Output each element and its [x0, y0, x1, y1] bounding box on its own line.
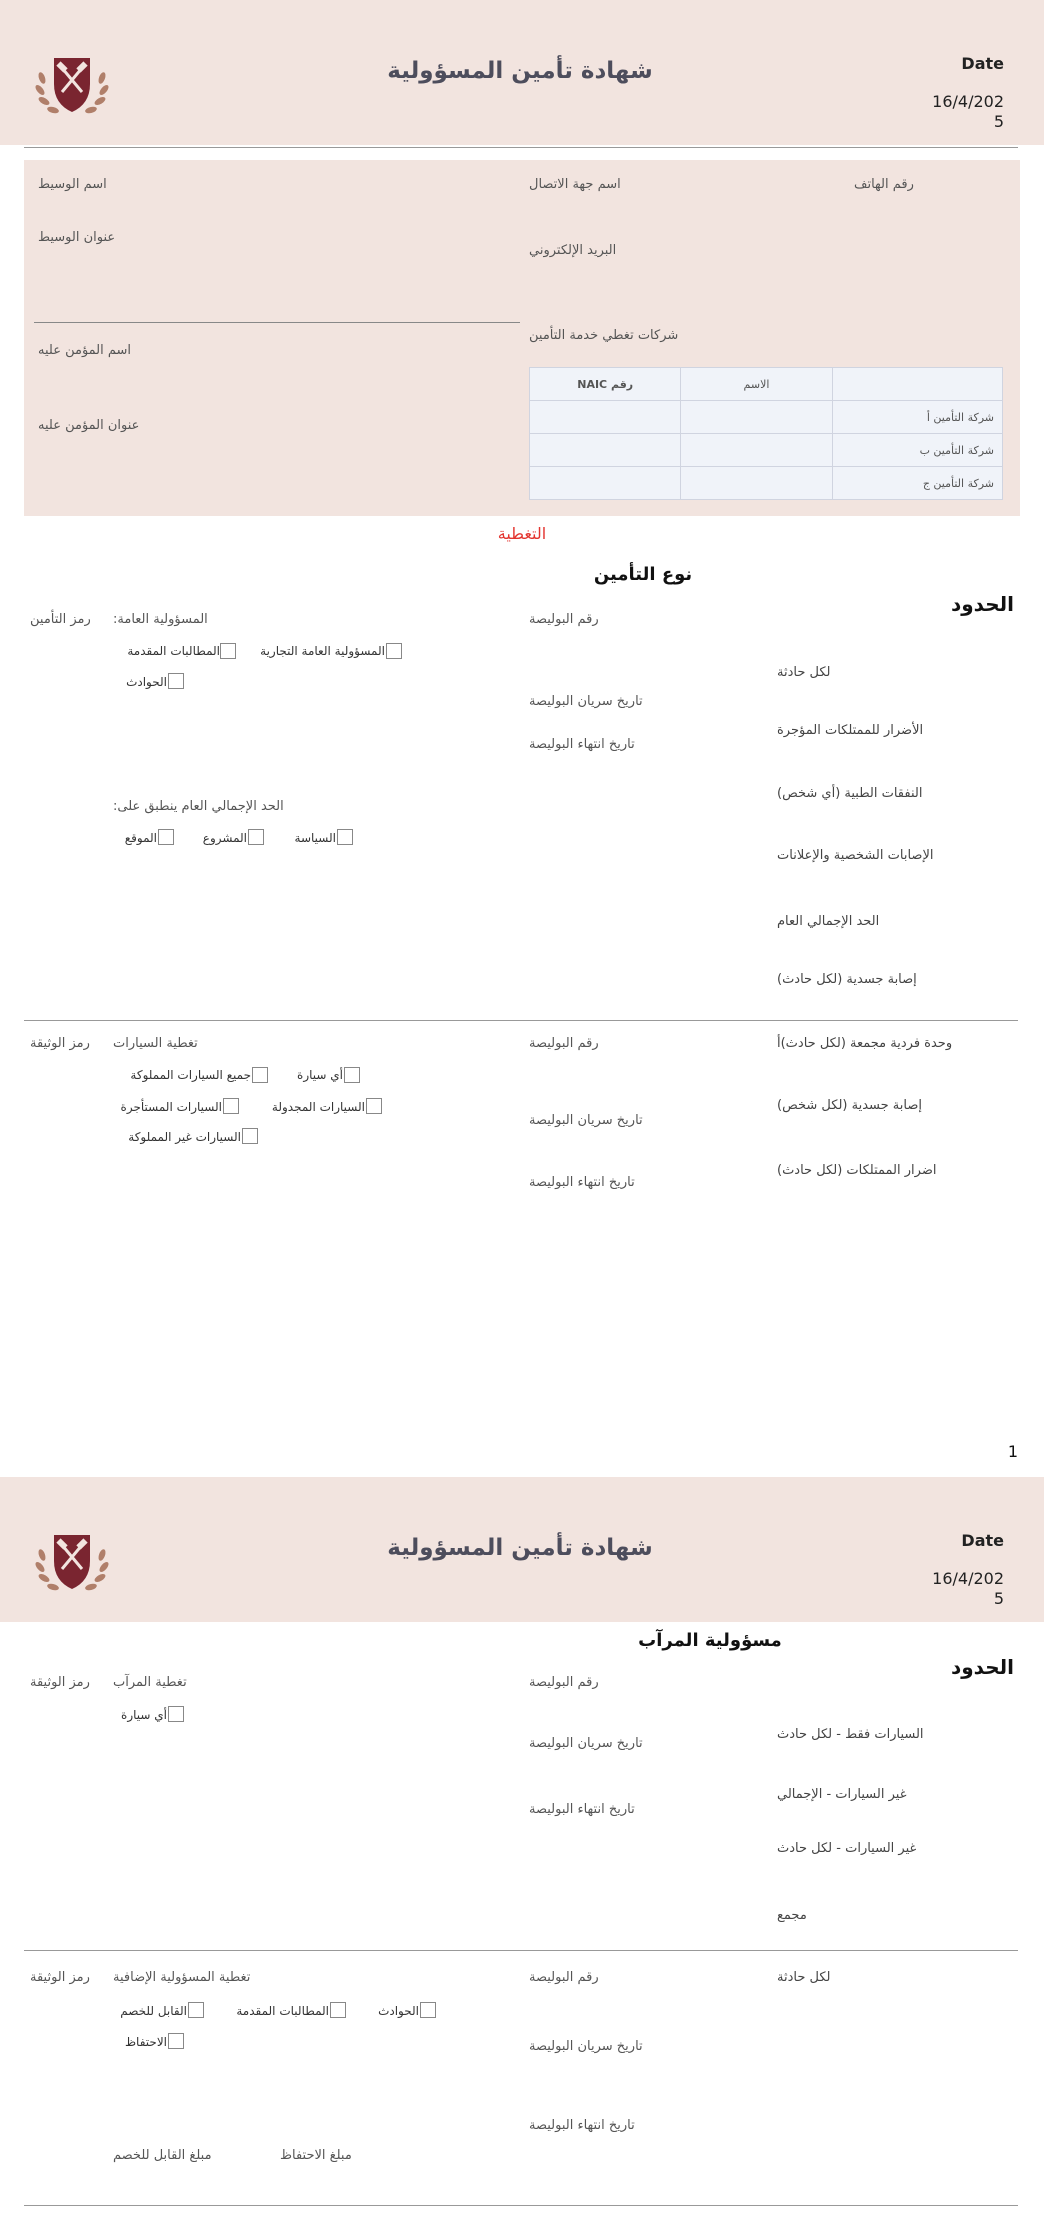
garage-policy-number-label: رقم البوليصة	[529, 1675, 599, 1690]
auto-scheduled-label: السيارات المجدولة	[271, 1100, 365, 1114]
name-cell[interactable]	[681, 467, 832, 500]
excess-deductible-checkbox[interactable]	[188, 2002, 204, 2018]
auto-limit-property-damage: اضرار الممتلكات (لكل حادث)	[777, 1163, 937, 1178]
gl-policy-number-label: رقم البوليصة	[529, 612, 599, 627]
auto-code-label: رمز الوثيقة	[30, 1036, 90, 1051]
excess-policy-number-label: رقم البوليصة	[529, 1970, 599, 1985]
insurers-table	[529, 367, 1003, 500]
naic-header: رقم NAIC	[530, 368, 681, 401]
excess-limit-each-occurrence: لكل حادثة	[777, 1970, 831, 1985]
table-row	[530, 401, 1003, 434]
naic-cell[interactable]	[530, 467, 681, 500]
auto-scheduled-checkbox[interactable]	[366, 1098, 382, 1114]
excess-occurrence-checkbox[interactable]	[420, 2002, 436, 2018]
insurer-label-cell: شركة التأمين ج	[832, 467, 1002, 500]
table-row	[530, 467, 1003, 500]
insurers-label: شركات تغطي خدمة التأمين	[529, 328, 679, 343]
auto-policy-start-label: تاريخ سريان البوليصة	[529, 1113, 643, 1128]
agg-location-label: الموقع	[124, 831, 157, 845]
auto-non-owned-label: السيارات غير المملوكة	[128, 1130, 241, 1144]
contact-name-label: اسم جهة الاتصال	[529, 177, 621, 192]
divider	[24, 1950, 1018, 1951]
broker-divider	[34, 322, 520, 323]
broker-name-label: اسم الوسيط	[38, 177, 107, 192]
insurer-label-cell: شركة التأمين ب	[832, 434, 1002, 467]
name-cell[interactable]	[681, 434, 832, 467]
garage-code-label: رمز الوثيقة	[30, 1675, 90, 1690]
excess-claims-checkbox[interactable]	[330, 2002, 346, 2018]
coverage-heading: التغطية	[497, 524, 547, 543]
excess-title: تغطية المسؤولية الإضافية	[113, 1970, 251, 1985]
gl-limit-personal-adv: الإصابات الشخصية والإعلانات	[777, 848, 934, 863]
retention-amount-label: مبلغ الاحتفاظ	[280, 2148, 352, 2163]
auto-any-checkbox[interactable]	[344, 1067, 360, 1083]
limits-heading: الحدود	[950, 1655, 1014, 1679]
shield-crossed-hammers-laurel-icon	[32, 48, 112, 120]
gl-occurrence-checkbox[interactable]	[168, 673, 184, 689]
excess-occurrence-label: الحوادث	[378, 2004, 419, 2018]
agg-policy-label: السياسة	[294, 831, 336, 845]
excess-policy-start-label: تاريخ سريان البوليصة	[529, 2039, 643, 2054]
garage-limit-non-auto-aggregate: غير السيارات - الإجمالي	[777, 1787, 907, 1802]
blank-header	[832, 368, 1002, 401]
page-number: 1	[1007, 1442, 1018, 1461]
agg-project-label: المشروع	[202, 831, 247, 845]
gl-title: المسؤولية العامة:	[113, 612, 208, 627]
divider	[24, 1020, 1018, 1021]
insurance-type-heading: نوع التأمين	[593, 564, 693, 585]
gl-limit-bodily-injury: إصابة جسدية (لكل حادث)	[777, 972, 917, 987]
auto-all-owned-label: جميع السيارات المملوكة	[130, 1068, 251, 1082]
naic-cell[interactable]	[530, 401, 681, 434]
insurer-label-cell: شركة التأمين أ	[832, 401, 1002, 434]
gl-policy-end-label: تاريخ انتهاء البوليصة	[529, 737, 635, 752]
table-row	[530, 434, 1003, 467]
email-label: البريد الإلكتروني	[529, 243, 617, 258]
excess-retention-label: الاحتفاظ	[124, 2035, 167, 2049]
auto-policy-number-label: رقم البوليصة	[529, 1036, 599, 1051]
auto-hired-label: السيارات المستأجرة	[120, 1100, 222, 1114]
broker-address-label: عنوان الوسيط	[38, 230, 116, 245]
garage-policy-start-label: تاريخ سريان البوليصة	[529, 1736, 643, 1751]
agg-policy-checkbox[interactable]	[337, 829, 353, 845]
gl-limit-each-occurrence: لكل حادثة	[777, 665, 831, 680]
gl-occurrence-label: الحوادث	[126, 675, 167, 689]
auto-title: تغطية السيارات	[113, 1036, 198, 1051]
table-header-row	[530, 368, 1003, 401]
date-label: Date	[961, 54, 1004, 73]
garage-title: تغطية المرآب	[113, 1675, 187, 1690]
auto-any-label: أي سيارة	[297, 1068, 343, 1082]
garage-limit-non-auto-each: غير السيارات - لكل حادث	[777, 1841, 917, 1856]
date-value: 16/4/202 5	[932, 1569, 1004, 1608]
insured-name-label: اسم المؤمن عليه	[38, 343, 132, 358]
garage-policy-end-label: تاريخ انتهاء البوليصة	[529, 1802, 635, 1817]
gl-commercial-checkbox[interactable]	[386, 643, 402, 659]
garage-limit-auto-only: السيارات فقط - لكل حادث	[777, 1727, 924, 1742]
auto-hired-checkbox[interactable]	[223, 1098, 239, 1114]
garage-any-checkbox[interactable]	[168, 1706, 184, 1722]
gl-claims-label: المطالبات المقدمة	[127, 644, 220, 658]
excess-claims-label: المطالبات المقدمة	[236, 2004, 329, 2018]
auto-limit-combined-single: وحدة فردية مجمعة (لكل حادث)أ	[777, 1036, 953, 1051]
name-header: الاسم	[681, 368, 832, 401]
auto-all-owned-checkbox[interactable]	[252, 1067, 268, 1083]
name-cell[interactable]	[681, 401, 832, 434]
date-value: 16/4/202 5	[932, 92, 1004, 131]
shield-crossed-hammers-laurel-icon	[32, 1525, 112, 1597]
auto-non-owned-checkbox[interactable]	[242, 1128, 258, 1144]
divider	[24, 2205, 1018, 2206]
limits-heading: الحدود	[950, 592, 1014, 616]
garage-heading: مسؤولية المرآب	[638, 1630, 782, 1651]
phone-label: رقم الهاتف	[854, 177, 914, 192]
garage-any-label: أي سيارة	[121, 1708, 167, 1722]
gl-policy-start-label: تاريخ سريان البوليصة	[529, 694, 643, 709]
auto-limit-bodily-per-person: إصابة جسدية (لكل شخص)	[777, 1098, 922, 1113]
gl-limit-rented-premises: الأضرار للممتلكات المؤجرة	[777, 723, 924, 738]
excess-code-label: رمز الوثيقة	[30, 1970, 90, 1985]
excess-deductible-label: القابل للخصم	[120, 2004, 187, 2018]
excess-retention-checkbox[interactable]	[168, 2033, 184, 2049]
naic-cell[interactable]	[530, 434, 681, 467]
certificate-title: شهادة تأمين المسؤولية	[387, 1535, 653, 1561]
gl-claims-checkbox[interactable]	[220, 643, 236, 659]
gl-limit-medical: النفقات الطبية (أي شخص)	[777, 786, 923, 801]
date-label: Date	[961, 1531, 1004, 1550]
gl-code-label: رمز التأمين	[30, 612, 91, 627]
gl-commercial-label: المسؤولية العامة التجارية	[260, 644, 385, 658]
excess-policy-end-label: تاريخ انتهاء البوليصة	[529, 2118, 635, 2133]
divider	[24, 147, 1018, 148]
agg-location-checkbox[interactable]	[158, 829, 174, 845]
gl-aggregate-label: الحد الإجمالي العام ينطبق على:	[113, 799, 284, 814]
garage-limit-aggregate: مجمع	[777, 1908, 807, 1923]
gl-limit-general-aggregate: الحد الإجمالي العام	[777, 914, 880, 929]
agg-project-checkbox[interactable]	[248, 829, 264, 845]
deductible-amount-label: مبلغ القابل للخصم	[113, 2148, 212, 2163]
certificate-title: شهادة تأمين المسؤولية	[387, 58, 653, 84]
auto-policy-end-label: تاريخ انتهاء البوليصة	[529, 1175, 635, 1190]
insured-address-label: عنوان المؤمن عليه	[38, 418, 140, 433]
